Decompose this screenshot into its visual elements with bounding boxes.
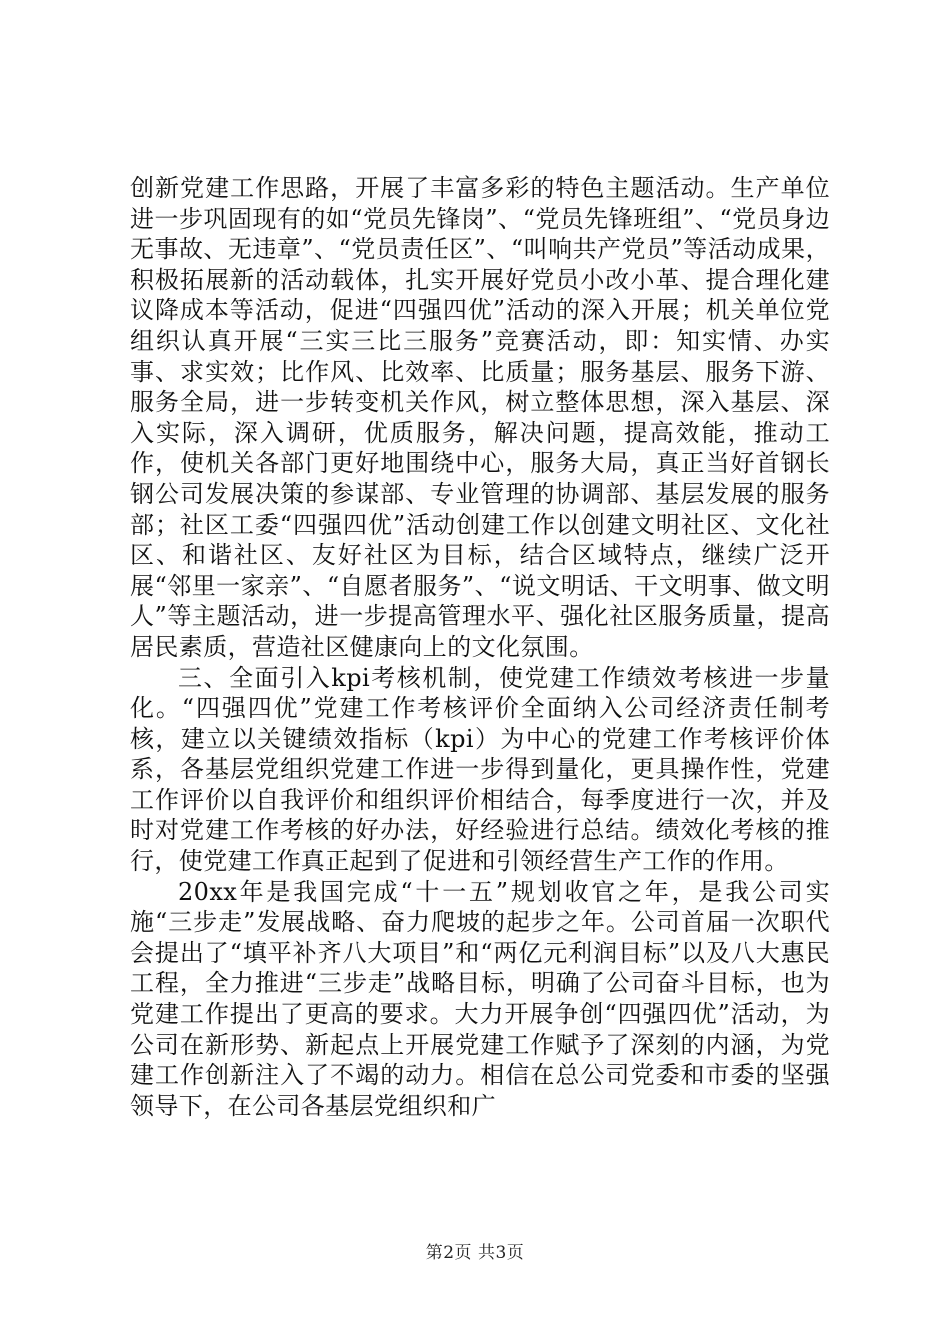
document-body: [130, 173, 830, 1121]
page-footer: 第2页 共3页: [425, 1243, 525, 1263]
paragraph-section-three: 三、全面引入kpi考核机制，使党建工作绩效考核进一步量化。“四强四优”党建工作考核评价全面纳入公司经济责任制考核，建立以关键绩效指标（kpi）为中心的党建工作考核评价体系，各基层党组织党建工作进一步得到量化，更具操作性，党建工作评价以自我评价和组织评价相结合，每季度进行一次，并及时对党建工作考核的好办法，好经验进行总结。绩效化考核的推行，使党建工作真正起到了促进和引领经营生产工作的作用。: [130, 663, 830, 876]
paragraph-outlook: 20xx年是我国完成“十一五”规划收官之年，是我公司实施“三步走”发展战略、奋力爬坡的起步之年。公司首届一次职代会提出了“填平补齐八大项目”和“两亿元利润目标”以及八大惠民工程，全力推进“三步走”战略目标，明确了公司奋斗目标，也为党建工作提出了更高的要求。大力开展争创“四强四优”活动，为公司在新形势、新起点上开展党建工作赋予了深刻的内涵，为党建工作创新注入了不竭的动力。相信在总公司党委和市委的坚强领导下，在公司各基层党组织和广: [130, 877, 830, 1120]
paragraph-continuation: 创新党建工作思路，开展了丰富多彩的特色主题活动。生产单位进一步巩固现有的如“党员先锋岗”、“党员先锋班组”、“党员身边无事故、无违章”、“党员责任区”、“叫响共产党员”等活动成果，积极拓展新的活动载体，扎实开展好党员小改小革、提合理化建议降成本等活动，促进“四强四优”活动的深入开展；机关单位党组织认真开展“三实三比三服务”竞赛活动，即：知实情、办实事、求实效；比作风、比效率、比质量；服务基层、服务下游、服务全局，进一步转变机关作风，树立整体思想，深入基层、深入实际，深入调研，优质服务，解决问题，提高效能，推动工作，使机关各部门更好地围绕中心，服务大局，真正当好首钢长钢公司发展决策的参谋部、专业管理的协调部、基层发展的服务部；社区工委“四强四优”活动创建工作以创建文明社区、文化社区、和谐社区、友好社区为目标，结合区域特点，继续广泛开展“邻里一家亲”、“自愿者服务”、“说文明话、干文明事、做文明人”等主题活动，进一步提高管理水平、强化社区服务质量，提高居民素质，营造社区健康向上的文化氛围。: [130, 174, 830, 661]
